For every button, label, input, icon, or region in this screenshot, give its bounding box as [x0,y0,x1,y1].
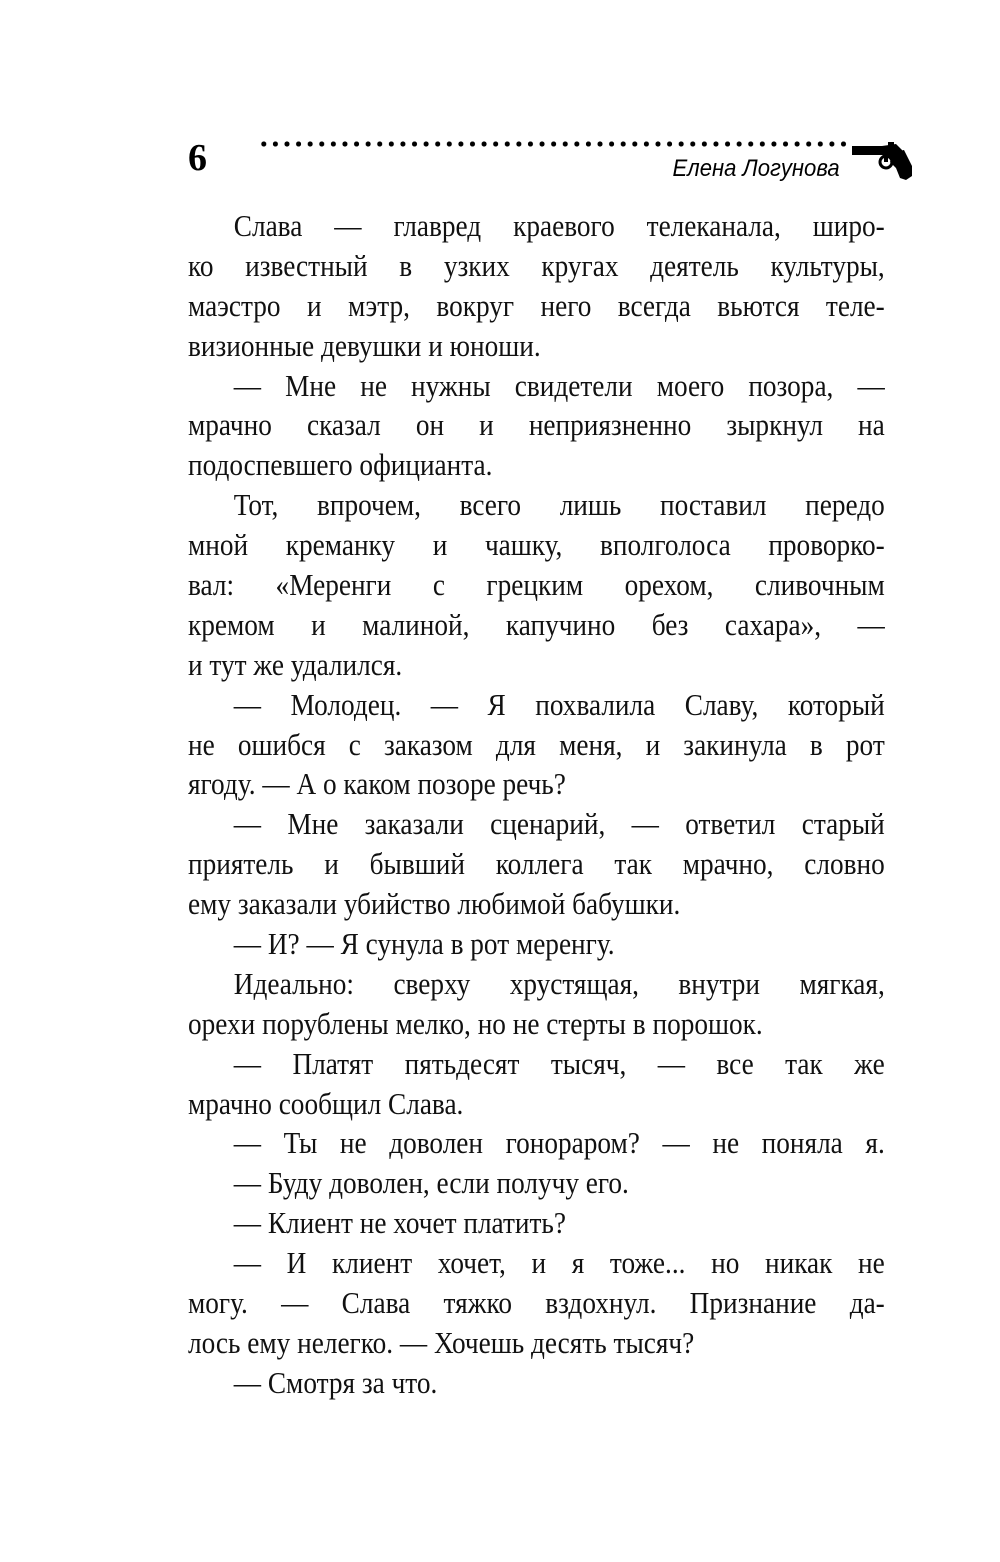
text-line: — Платят пятьдесят тысяч, — все так же [233,1045,885,1081]
text-line: — Молодец. — Я похвалила Славу, который [233,686,885,722]
text-line: кремом и малиной, капучино без сахара», — [188,606,885,642]
text-line: ягоду. — А о каком позоре речь? [188,766,566,802]
text-line: и тут же удалился. [188,646,403,682]
text-line: — Мне не нужны свидетели моего позора, — [233,367,885,403]
text-line: Идеально: сверху хрустящая, внутри мягкая, [233,965,885,1001]
text-line: лось ему нелегко. — Хочешь десять тысяч? [188,1324,695,1360]
text-line: мной креманку и чашку, вполголоса проворко- [188,527,885,563]
text-line: мрачно сообщил Слава. [188,1085,464,1121]
text-line: могу. — Слава тяжко вздохнул. Признание да- [188,1285,885,1321]
dotted-rule [258,140,848,148]
text-line: — Смотря за что. [233,1364,438,1400]
text-line: Слава — главред краевого телеканала, широ- [233,208,885,243]
text-line: маэстро и мэтр, вокруг него всегда вьются теле- [188,287,885,323]
page-number: 6 [188,137,207,179]
text-line: — Мне заказали сценарий, — ответил старый [233,806,885,842]
text-line: орехи порублены мелко, но не стерты в порошок. [188,1005,763,1041]
text-line: визионные девушки и юноши. [188,327,541,363]
text-line: ко известный в узких кругах деятель культуры, [188,247,885,283]
text-line: Тот, впрочем, всего лишь поставил передо [233,487,885,523]
text-line: — И клиент хочет, и я тоже... но никак не [233,1245,885,1281]
text-line: мрачно сказал он и неприязненно зыркнул на [188,407,885,443]
revolver-icon [852,140,914,182]
text-line: приятель и бывший коллега так мрачно, словно [188,846,885,882]
text-line: ему заказали убийство любимой бабушки. [188,886,681,922]
text-line: не ошибся с заказом для меня, и закинула в рот [188,726,885,762]
body-text [188,206,885,1403]
text-line: — И? — Я сунула в рот меренгу. [233,926,615,962]
text-line: подоспевшего официанта. [188,447,493,483]
text-line: вал: «Меренги с грецким орехом, сливочным [188,567,885,603]
text-line: — Ты не доволен гонораром? — не поняла я. [233,1125,885,1161]
text-line: — Буду доволен, если получу его. [233,1165,629,1201]
running-head-author: Елена Логунова [672,155,840,182]
text-line: — Клиент не хочет платить? [233,1205,566,1241]
